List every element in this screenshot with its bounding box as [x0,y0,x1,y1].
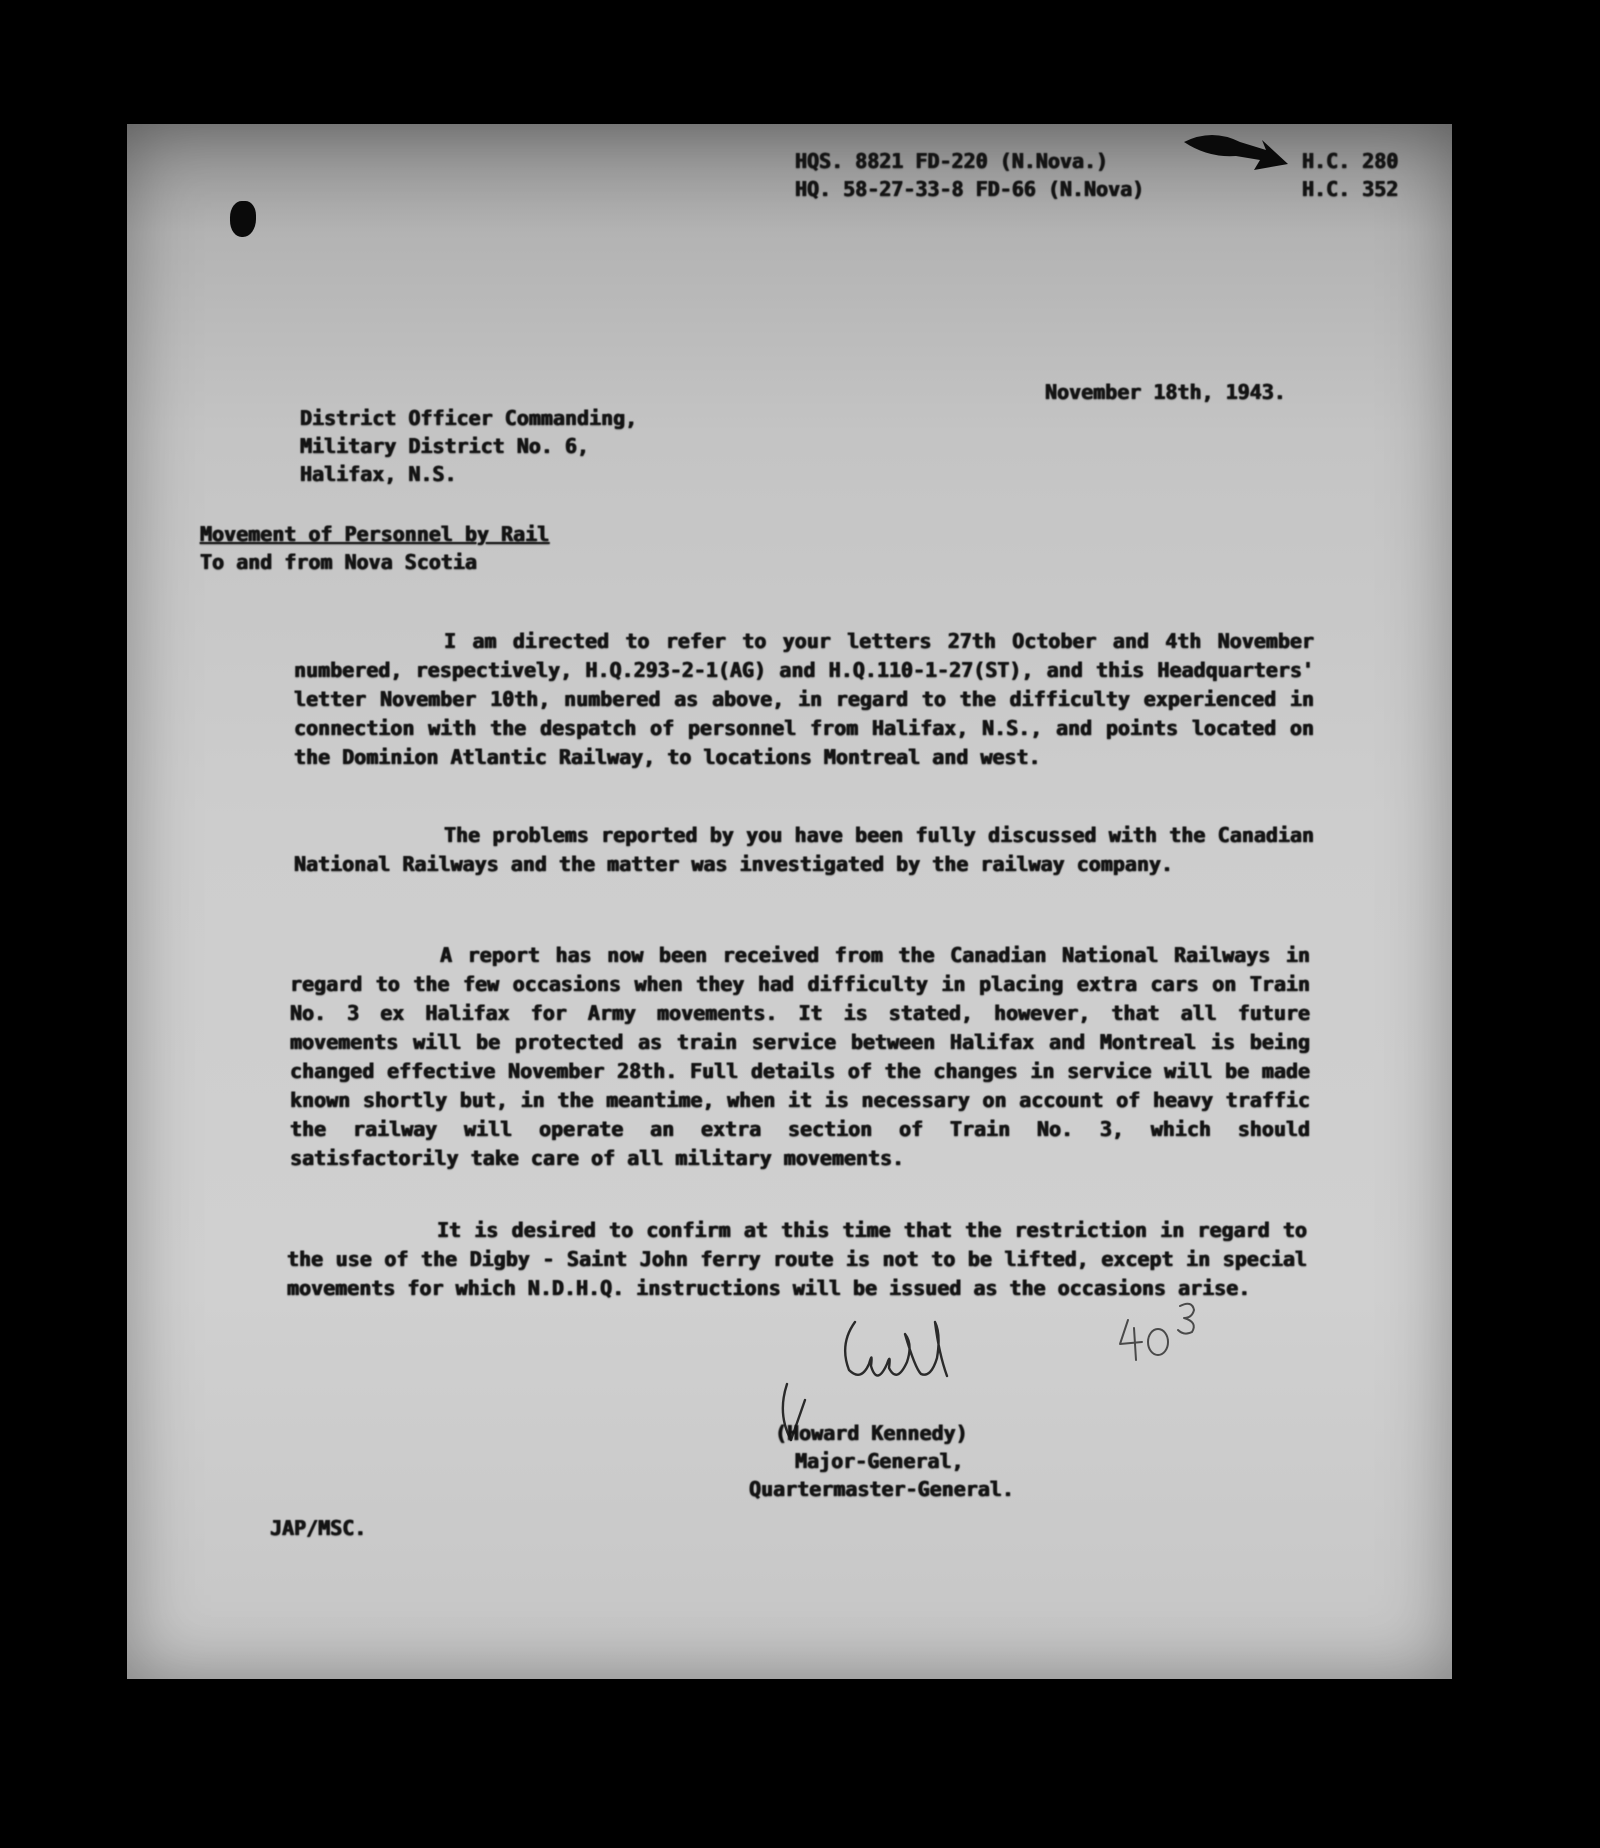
body-paragraph-4: It is desired to confirm at this time that the restriction in regard to the use of the Digby - Saint John ferry route is not to be lifted, except in special movements for which N.D.H.Q. instructions will be issued as the occasions arise. [287,1218,1307,1300]
file-ref-1-hc: H.C. 280 [1302,149,1399,173]
typist-initials: JAP/MSC. [270,1516,367,1540]
letter-date: November 18th, 1943. [1045,380,1286,404]
subject-line-1: Movement of Personnel by Rail [200,522,550,546]
file-ref-2: HQ. 58-27-33-8 FD-66 (N.Nova) [795,177,1145,201]
addressee-line-1: District Officer Commanding, [300,406,638,430]
signatory-name: (Howard Kennedy) [775,1421,968,1445]
signatory-title: Quartermaster-General. [749,1477,1014,1501]
body-paragraph-1: I am directed to refer to your letters 27th October and 4th November numbered, respectively, H.Q.293-2-1(AG) and H.Q.110-1-27(ST), and this Headquarters' letter November 10th, numbered as above, in regard to the difficulty experienced in connection with the despatch of personnel from Halifax, N.S., and points located on the Dominion Atlantic Railway, to locations Montreal and west. [294,629,1314,769]
body-paragraph-2: The problems reported by you have been fully discussed with the Canadian National Railways and the matter was investigated by the railway company. [294,823,1314,876]
punch-hole [230,201,256,237]
subject-line-2: To and from Nova Scotia [200,550,477,574]
letter-sheet [127,124,1452,1679]
addressee-line-2: Military District No. 6, [300,434,589,458]
addressee-line-3: Halifax, N.S. [300,462,457,486]
file-ref-2-hc: H.C. 352 [1302,177,1399,201]
handwritten-number-icon [1112,1294,1207,1364]
arrow-marker-icon [1182,124,1292,184]
signatory-rank: Major-General, [795,1449,964,1473]
file-ref-1: HQS. 8821 FD-220 (N.Nova.) [795,149,1109,173]
body-paragraph-3: A report has now been received from the Canadian National Railways in regard to the few occasions when they had difficulty in placing extra cars on Train No. 3 ex Halifax for Army movements. It is stated, however, that all future movements will be protected as train service between Halifax and Montreal is being changed effective November 28th. Full details of the changes in service will be made known shortly but, in the meantime, when it is necessary on account of heavy traffic the railway will operate an extra section of Train No. 3, which should satisfactorily take care of all military movements. [290,943,1310,1170]
